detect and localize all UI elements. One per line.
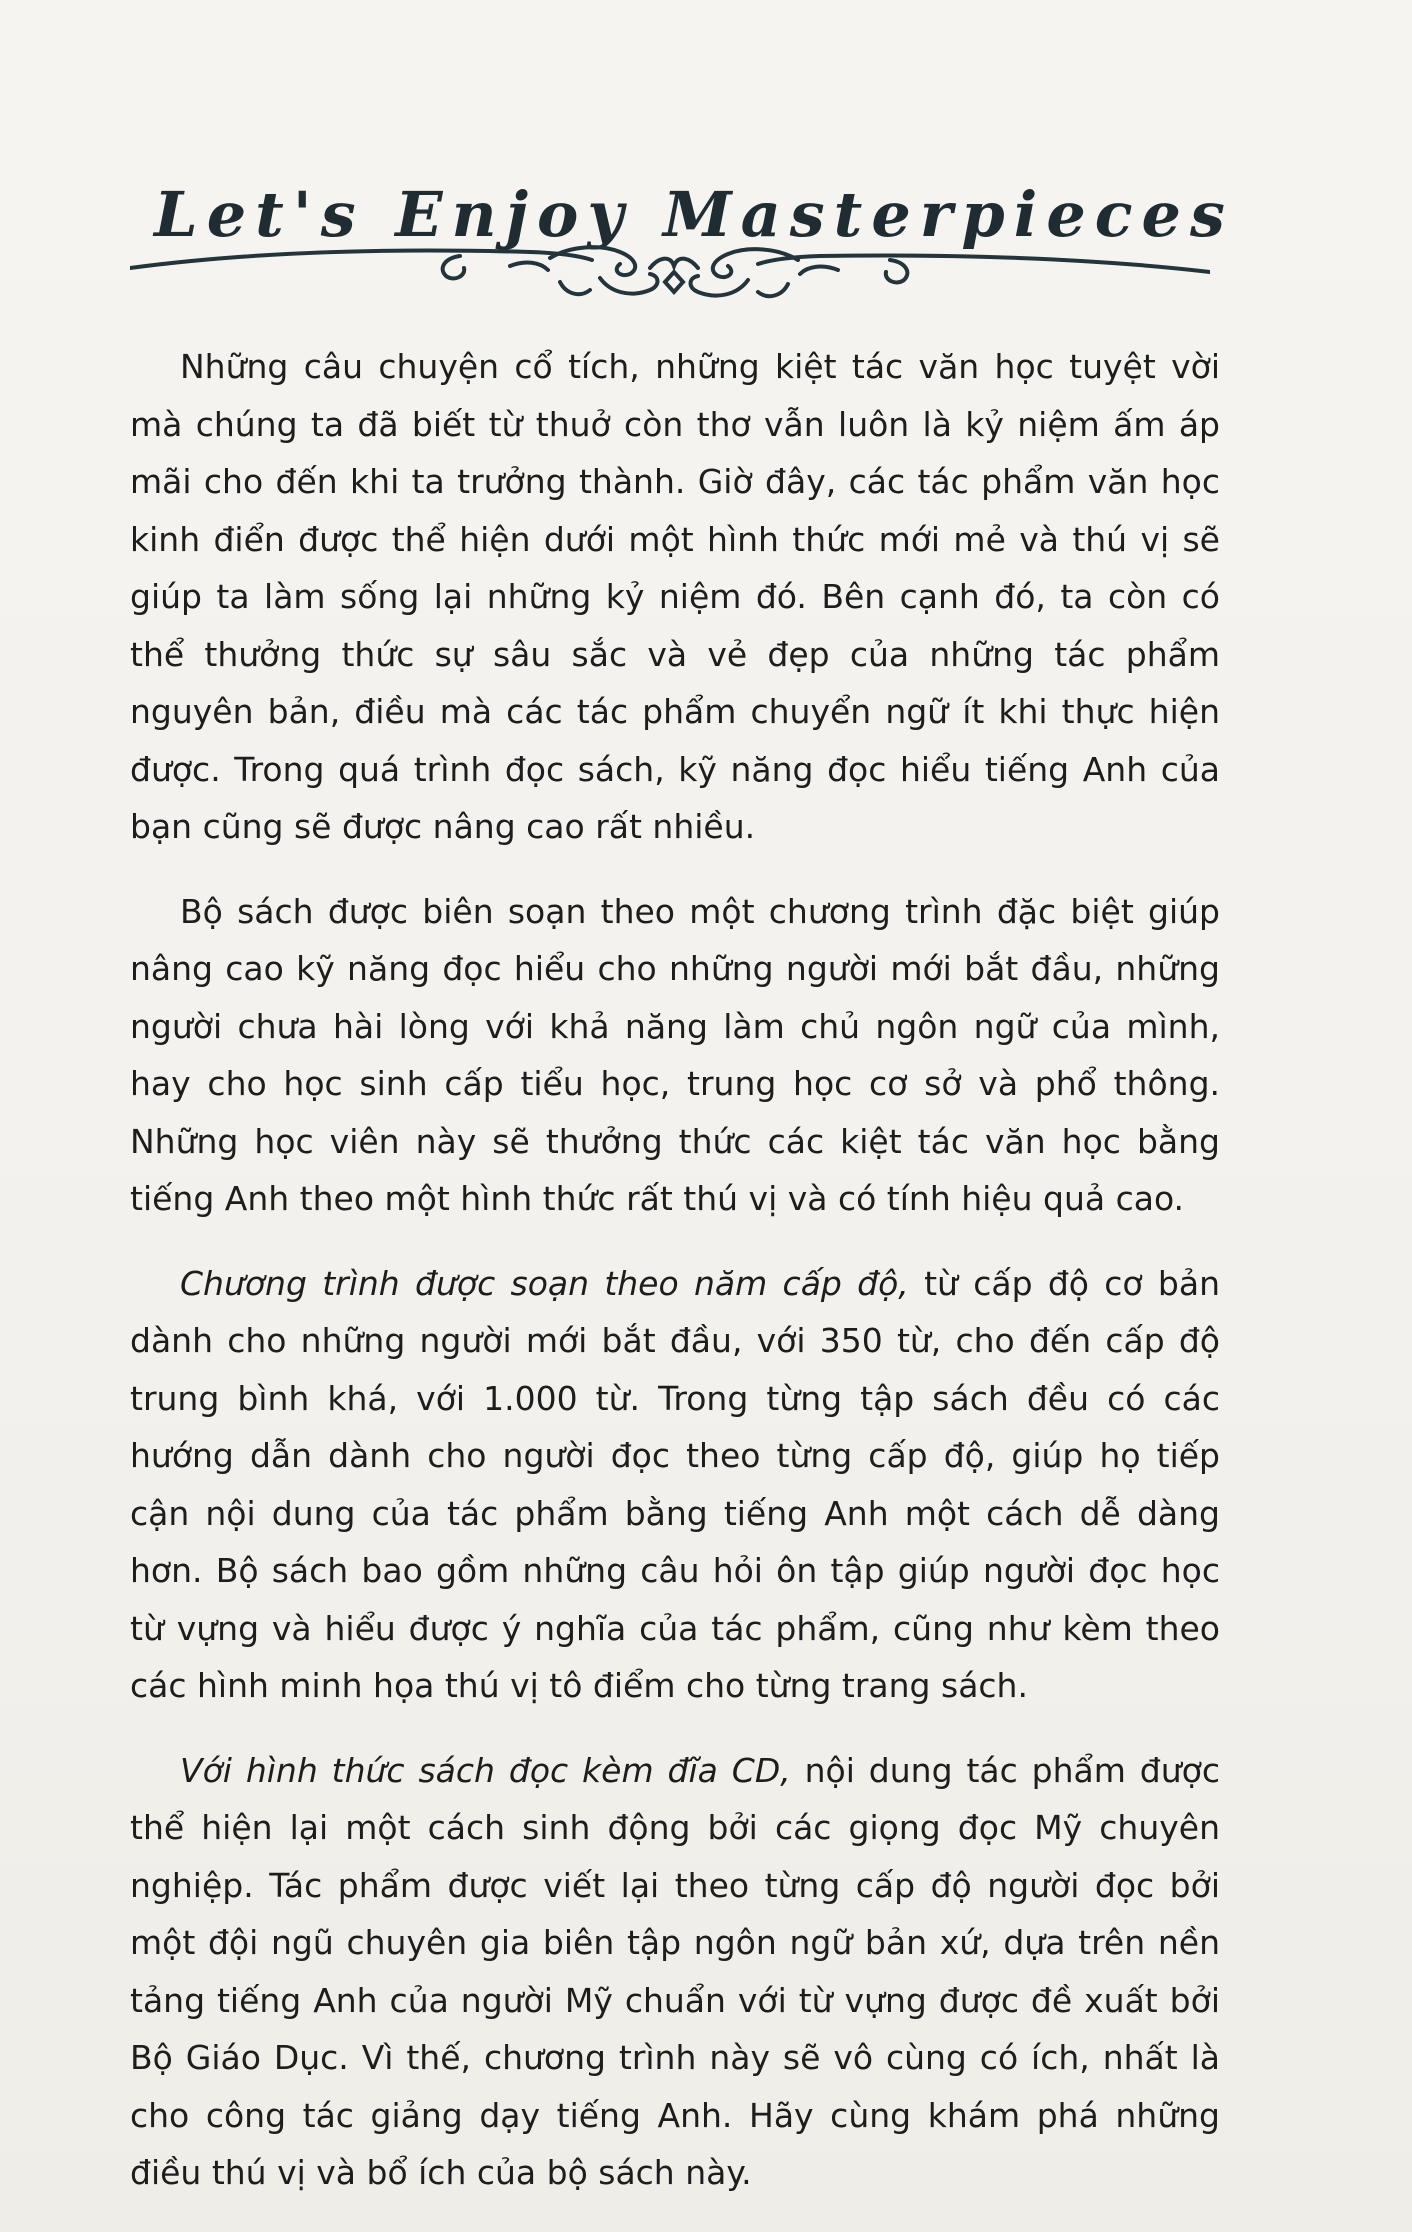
paragraph-1-text: Những câu chuyện cổ tích, những kiệt tác văn học tuyệt vời mà chúng ta đã biết từ thuở còn thơ vẫn luôn là kỷ niệm ấm áp mãi cho đến khi ta trưởng thành. Giờ đây, các tác phẩm văn học kinh điển được thể hiện dưới một hình thức mới mẻ và thú vị sẽ giúp ta làm sống lại những kỷ niệm đó. Bên cạnh đó, ta còn có thể thưởng thức sự sâu sắc và vẻ đẹp của những tác phẩm nguyên bản, điều mà các tác phẩm chuyển ngữ ít khi thực hiện được. Trong quá trình đọc sách, kỹ năng đọc hiểu tiếng Anh của bạn cũng sẽ được nâng cao rất nhiều.	[130, 347, 1220, 846]
paragraph-4	[130, 1742, 1220, 2202]
paragraph-1	[130, 338, 1220, 856]
paragraph-3	[130, 1255, 1220, 1715]
paragraph-2	[130, 883, 1220, 1228]
paragraph-4-text: nội dung tác phẩm được thể hiện lại một cách sinh động bởi các giọng đọc Mỹ chuyên nghiệp. Tác phẩm được viết lại theo từng cấp độ người đọc bởi một đội ngũ chuyên gia biên tập ngôn ngữ bản xứ, dựa trên nền tảng tiếng Anh của người Mỹ chuẩn với từ vựng được đề xuất bởi Bộ Giáo Dục. Vì thế, chương trình này sẽ vô cùng có ích, nhất là cho công tác giảng dạy tiếng Anh. Hãy cùng khám phá những điều thú vị và bổ ích của bộ sách này.	[130, 1750, 1220, 2192]
intro-text	[130, 338, 1220, 2229]
paragraph-2-text: Bộ sách được biên soạn theo một chương trình đặc biệt giúp nâng cao kỹ năng đọc hiểu cho những người mới bắt đầu, những người chưa hài lòng với khả năng làm chủ ngôn ngữ của mình, hay cho học sinh cấp tiểu học, trung học cơ sở và phổ thông. Những học viên này sẽ thưởng thức các kiệt tác văn học bằng tiếng Anh theo một hình thức rất thú vị và có tính hiệu quả cao.	[130, 891, 1220, 1218]
ornament-divider	[130, 238, 1210, 308]
paragraph-4-lead: Với hình thức sách đọc kèm đĩa CD,	[180, 1750, 791, 1790]
page-title: Let's Enjoy Masterpieces	[154, 177, 1234, 251]
paragraph-3-text: từ cấp độ cơ bản dành cho những người mới bắt đầu, với 350 từ, cho đến cấp độ trung bình khá, với 1.000 từ. Trong từng tập sách đều có các hướng dẫn dành cho người đọc theo từng cấp độ, giúp họ tiếp cận nội dung của tác phẩm bằng tiếng Anh một cách dễ dàng hơn. Bộ sách bao gồm những câu hỏi ôn tập giúp người đọc học từ vựng và hiểu được ý nghĩa của tác phẩm, cũng như kèm theo các hình minh họa thú vị tô điểm cho từng trang sách.	[130, 1263, 1220, 1705]
paragraph-3-lead: Chương trình được soạn theo năm cấp độ,	[180, 1263, 909, 1303]
